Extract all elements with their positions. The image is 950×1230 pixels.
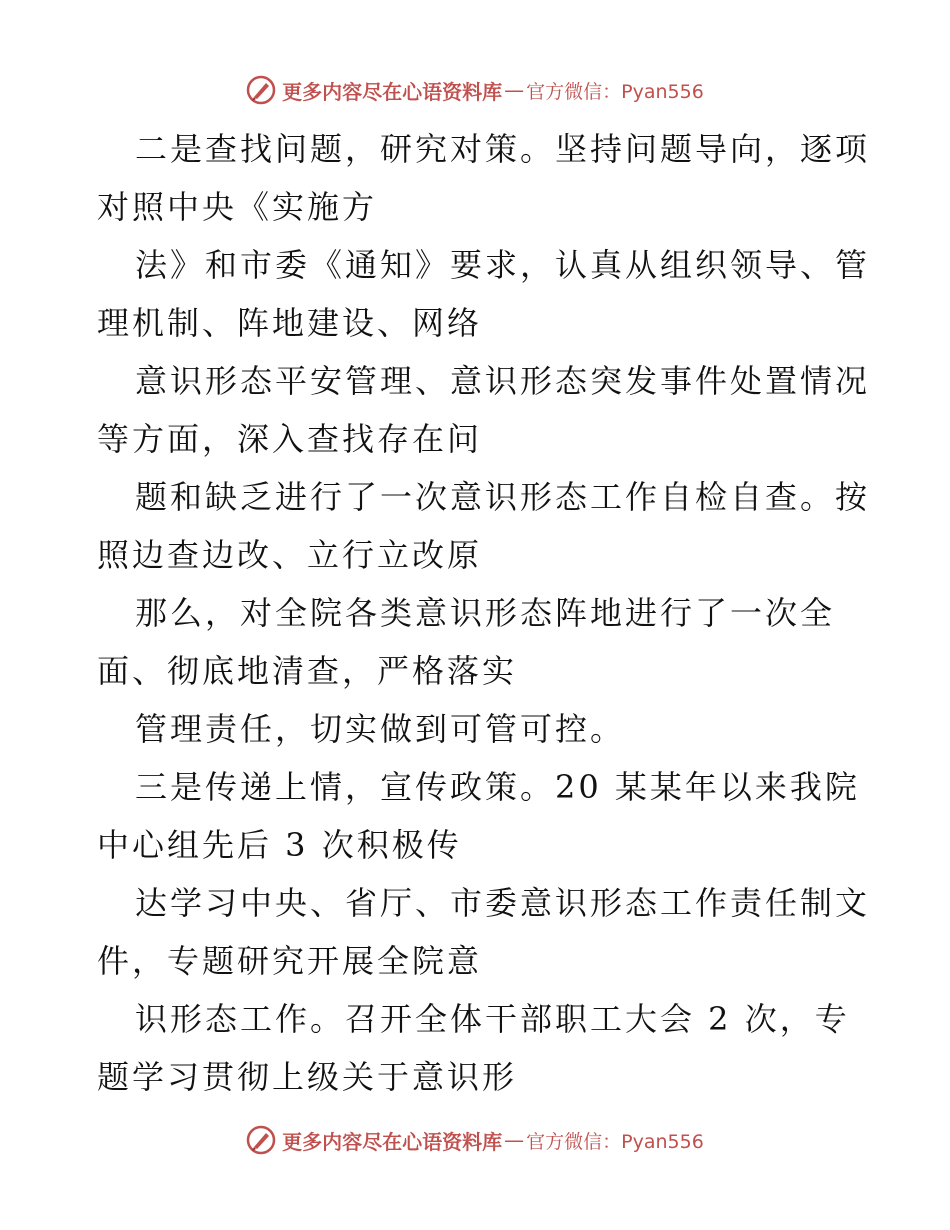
banner-contact-text: 官方微信：Pyan556	[526, 1130, 704, 1153]
paragraph-line: 达学习中央、省厅、市委意识形态工作责任制文	[135, 884, 871, 922]
paragraph-line: 照边查边改、立行立改原	[97, 536, 483, 574]
paragraph-line: 件，专题研究开展全院意	[97, 942, 483, 980]
paragraph-line: 题学习贯彻上级关于意识形	[97, 1058, 518, 1096]
quill-pen-circle-icon	[246, 75, 276, 105]
paragraph-line: 三是传递上情，宣传政策。20 某某年以来我院	[135, 768, 860, 806]
paragraph	[97, 700, 857, 758]
paragraph-line: 面、彻底地清查，严格落实	[97, 652, 518, 690]
paragraph	[97, 120, 871, 236]
header-banner	[0, 70, 950, 110]
paragraph-line: 等方面，深入查找存在问	[97, 420, 483, 458]
paragraph-line: 理机制、阵地建设、网络	[97, 304, 483, 342]
banner-separator: —	[504, 78, 525, 102]
paragraph-line: 二是查找问题，研究对策。坚持问题导向，逐项	[135, 130, 871, 168]
paragraph	[97, 874, 871, 990]
paragraph-line: 题和缺乏进行了一次意识形态工作自检自查。按	[135, 478, 871, 516]
paragraph	[97, 352, 871, 468]
banner-contact-text: 官方微信：Pyan556	[526, 80, 704, 103]
paragraph-line: 中心组先后 3 次积极传	[97, 826, 462, 864]
paragraph	[97, 468, 871, 584]
banner-brand-text: 更多内容尽在心语资料库	[282, 79, 503, 104]
paragraph	[97, 236, 871, 352]
paragraph-line: 识形态工作。召开全体干部职工大会 2 次，专	[135, 1000, 850, 1038]
document-body	[97, 120, 871, 1106]
paragraph	[97, 584, 857, 700]
paragraph	[97, 990, 857, 1106]
footer-banner	[0, 1120, 950, 1160]
paragraph-line: 法》和市委《通知》要求，认真从组织领导、管	[135, 246, 871, 284]
banner-brand-text: 更多内容尽在心语资料库	[282, 1129, 503, 1154]
paragraph-line: 对照中央《实施方	[97, 188, 378, 226]
paragraph-line: 那么，对全院各类意识形态阵地进行了一次全	[135, 594, 836, 632]
paragraph	[97, 758, 860, 874]
paragraph-line: 管理责任，切实做到可管可控。	[135, 710, 626, 748]
quill-pen-circle-icon	[246, 1125, 276, 1155]
paragraph-line: 意识形态平安管理、意识形态突发事件处置情况	[135, 362, 871, 400]
banner-separator: —	[504, 1128, 525, 1152]
